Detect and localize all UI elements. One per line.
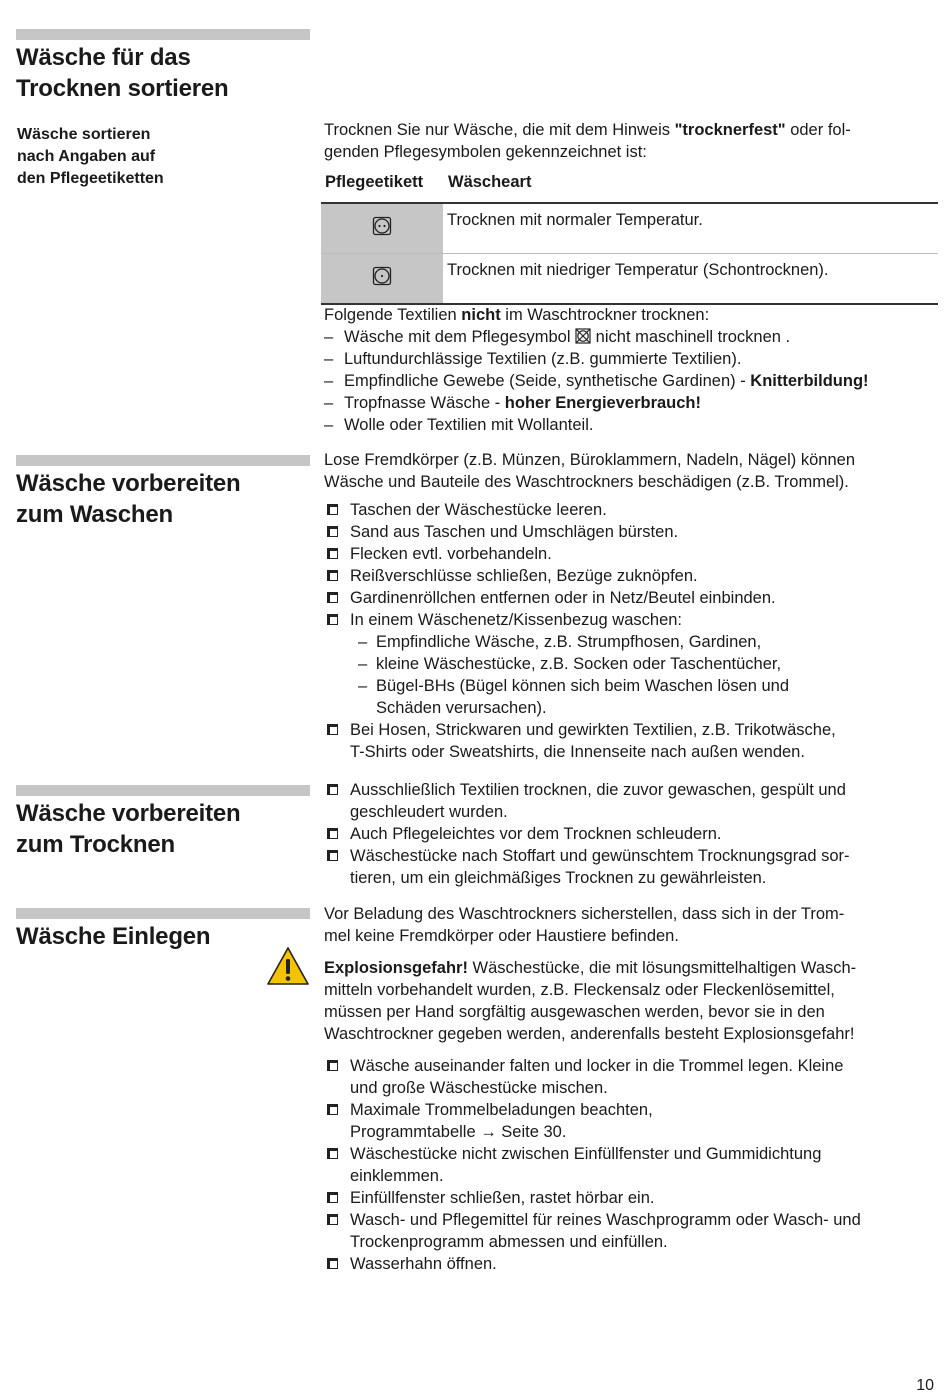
- checkbox-bullet-icon: [327, 1258, 338, 1269]
- checkbox-bullet-icon: [327, 1148, 338, 1159]
- side-heading-care-labels: Wäsche sortieren nach Angaben auf den Pflegeetiketten: [17, 126, 164, 187]
- tumble-dry-low-icon: [321, 254, 443, 305]
- checkbox-bullet-icon: [327, 724, 338, 735]
- checklist-item: Bei Hosen, Strickwaren und gewirkten Textilien, z.B. Trikotwäsche, T-Shirts oder Sweatshirts, die Innenseite nach außen wenden.: [324, 719, 934, 763]
- checklist-item: Wasserhahn öffnen.: [324, 1253, 934, 1275]
- section-divider: [16, 785, 310, 796]
- do-not-tumble-dry-icon: [575, 328, 591, 344]
- checklist-item: Wäsche auseinander falten und locker in die Trommel legen. Kleine und große Wäschestücke mischen.: [324, 1055, 934, 1099]
- prepare-wash-block: Lose Fremdkörper (z.B. Münzen, Büroklammern, Nadeln, Nägel) können Wäsche und Bauteile des Waschtrockners beschädigen (z.B. Trommel). Taschen der Wäschestücke leeren. Sand aus Taschen und Umschlägen bürsten. Flecken evtl. vorbehandeln. Reißverschlüsse schließen, Bezüge zuknöpfen. Gardinenröllchen entfernen oder in Netz/Beutel einbinden. In einem Wäschenetz/Kissenbezug waschen: – Empfindliche Wäsche, z.B. Strumpfhosen, Gardinen, – kleine Wäschestücke, z.B. Socken oder Taschentücher, – Bügel-BHs (Bügel können sich beim Waschen lösen und Schäden verursachen). Bei Hosen, Strickwaren und gewirkten Textilien, z.B. Trikotwäsche, T-Shirts oder Sweatshirts, die Innenseite nach außen wenden.: [324, 449, 934, 763]
- checkbox-bullet-icon: [327, 504, 338, 515]
- table-header-laundry-type: Wäscheart: [448, 173, 532, 191]
- section-title-sort-drying: Wäsche für das Trocknen sortieren: [16, 44, 229, 102]
- checkbox-bullet-icon: [327, 1104, 338, 1115]
- tumble-dry-normal-icon: [321, 203, 443, 254]
- checkbox-bullet-icon: [327, 784, 338, 795]
- checklist-item: Wasch- und Pflegemittel für reines Waschprogramm oder Wasch- und Trockenprogramm abmessen und einfüllen.: [324, 1209, 934, 1253]
- checklist-item: Auch Pflegeleichtes vor dem Trocknen schleudern.: [324, 823, 934, 845]
- list-item: – Wäsche mit dem Pflegesymbol nicht maschinell trocknen .: [324, 326, 934, 348]
- checkbox-bullet-icon: [327, 1192, 338, 1203]
- table-row: [321, 203, 938, 254]
- checkbox-bullet-icon: [327, 1060, 338, 1071]
- care-symbol-table: [321, 202, 938, 305]
- page-number: 10: [916, 1377, 934, 1394]
- section-title-load-laundry: Wäsche Einlegen: [16, 923, 211, 950]
- list-item: – Luftundurchlässige Textilien (z.B. gummierte Textilien).: [324, 348, 934, 370]
- checklist-item: Sand aus Taschen und Umschlägen bürsten.: [324, 521, 934, 543]
- warning-icon: [266, 946, 310, 986]
- checklist-item: Taschen der Wäschestücke leeren.: [324, 499, 934, 521]
- list-item: – Bügel-BHs (Bügel können sich beim Waschen lösen und Schäden verursachen).: [358, 675, 934, 719]
- care-row-text: Trocknen mit normaler Temperatur.: [443, 203, 938, 254]
- section-title-prepare-wash: Wäsche vorbereiten zum Waschen: [16, 470, 241, 528]
- checklist-item: Maximale Trommelbeladungen beachten, Programmtabelle → Seite 30.: [324, 1099, 934, 1143]
- list-item: – Empfindliche Wäsche, z.B. Strumpfhosen, Gardinen,: [358, 631, 934, 653]
- checkbox-bullet-icon: [327, 548, 338, 559]
- explosion-warning: Explosionsgefahr! Wäschestücke, die mit lösungsmittelhaltigen Wasch- mitteln vorbehandelt wurden, z.B. Fleckensalz oder Fleckenlösemittel, müssen per Hand sorgfältig ausgewaschen werden, bevor sie in den Waschtrockner gegeben werden, anderenfalls besteht Explosionsgefahr!: [324, 959, 857, 1043]
- section-divider: [16, 29, 310, 40]
- checkbox-bullet-icon: [327, 614, 338, 625]
- checkbox-bullet-icon: [327, 526, 338, 537]
- checkbox-bullet-icon: [327, 592, 338, 603]
- intro-paragraph: Trocknen Sie nur Wäsche, die mit dem Hinweis "trocknerfest" oder fol- genden Pflegesymbolen gekennzeichnet ist:: [324, 121, 851, 161]
- checkbox-bullet-icon: [327, 570, 338, 581]
- section-divider: [16, 455, 310, 466]
- checklist-item: Flecken evtl. vorbehandeln.: [324, 543, 934, 565]
- checklist-item: Wäschestücke nach Stoffart und gewünschtem Trocknungsgrad sor- tieren, um ein gleichmäßiges Trocknen zu gewährleisten.: [324, 845, 934, 889]
- list-item: – Tropfnasse Wäsche - hoher Energieverbrauch!: [324, 392, 934, 414]
- checklist-item: Reißverschlüsse schließen, Bezüge zuknöpfen.: [324, 565, 934, 587]
- list-item: – Empfindliche Gewebe (Seide, synthetische Gardinen) - Knitterbildung!: [324, 370, 934, 392]
- checklist-item: In einem Wäschenetz/Kissenbezug waschen: – Empfindliche Wäsche, z.B. Strumpfhosen, Gardinen, – kleine Wäschestücke, z.B. Socken oder Taschentücher, – Bügel-BHs (Bügel können sich beim Waschen lösen und Schäden verursachen).: [324, 609, 934, 719]
- care-row-text: Trocknen mit niedriger Temperatur (Schontrocknen).: [443, 254, 938, 305]
- checklist-item: Gardinenröllchen entfernen oder in Netz/Beutel einbinden.: [324, 587, 934, 609]
- load-laundry-block: Vor Beladung des Waschtrockners sicherstellen, dass sich in der Trom- mel keine Fremdkörper oder Haustiere befinden. Explosionsgefahr! Wäschestücke, die mit lösungsmittelhaltigen Wasch- mitteln vorbehandelt wurden, z.B. Fleckensalz oder Fleckenlösemittel, müssen per Hand sorgfältig ausgewaschen werden, bevor sie in den Waschtrockner gegeben werden, anderenfalls besteht Explosionsgefahr! Wäsche auseinander falten und locker in die Trommel legen. Kleine und große Wäschestücke mischen. Maximale Trommelbeladungen beachten, Programmtabelle → Seite 30. Wäschestücke nicht zwischen Einfüllfenster und Gummidichtung einklemmen. Einfüllfenster schließen, rastet hörbar ein. Wasch- und Pflegemittel für reines Waschprogramm oder Wasch- und Trockenprogramm abmessen und einfüllen. Wasserhahn öffnen.: [324, 903, 934, 1275]
- not-dry-block: Folgende Textilien nicht im Waschtrockner trocknen: – Wäsche mit dem Pflegesymbol nicht maschinell trocknen . – Luftundurchlässige Textilien (z.B. gummierte Textilien). – Empfindliche Gewebe (Seide, synthetische Gardinen) - Knitterbildung! – Tropfnasse Wäsche - hoher Energieverbrauch! – Wolle oder Textilien mit Wollanteil.: [324, 304, 934, 436]
- section-divider: [16, 908, 310, 919]
- checklist-item: Wäschestücke nicht zwischen Einfüllfenster und Gummidichtung einklemmen.: [324, 1143, 934, 1187]
- table-header-care-label: Pflegeetikett: [325, 173, 424, 191]
- section-title-prepare-dry: Wäsche vorbereiten zum Trocknen: [16, 800, 241, 858]
- list-item: – kleine Wäschestücke, z.B. Socken oder Taschentücher,: [358, 653, 934, 675]
- checkbox-bullet-icon: [327, 1214, 338, 1225]
- list-item: – Wolle oder Textilien mit Wollanteil.: [324, 414, 934, 436]
- checkbox-bullet-icon: [327, 828, 338, 839]
- checkbox-bullet-icon: [327, 850, 338, 861]
- prepare-dry-block: [324, 779, 934, 889]
- checklist-item: Einfüllfenster schließen, rastet hörbar ein.: [324, 1187, 934, 1209]
- checklist-item: Ausschließlich Textilien trocknen, die zuvor gewaschen, gespült und geschleudert wurden.: [324, 779, 934, 823]
- table-row: [321, 254, 938, 305]
